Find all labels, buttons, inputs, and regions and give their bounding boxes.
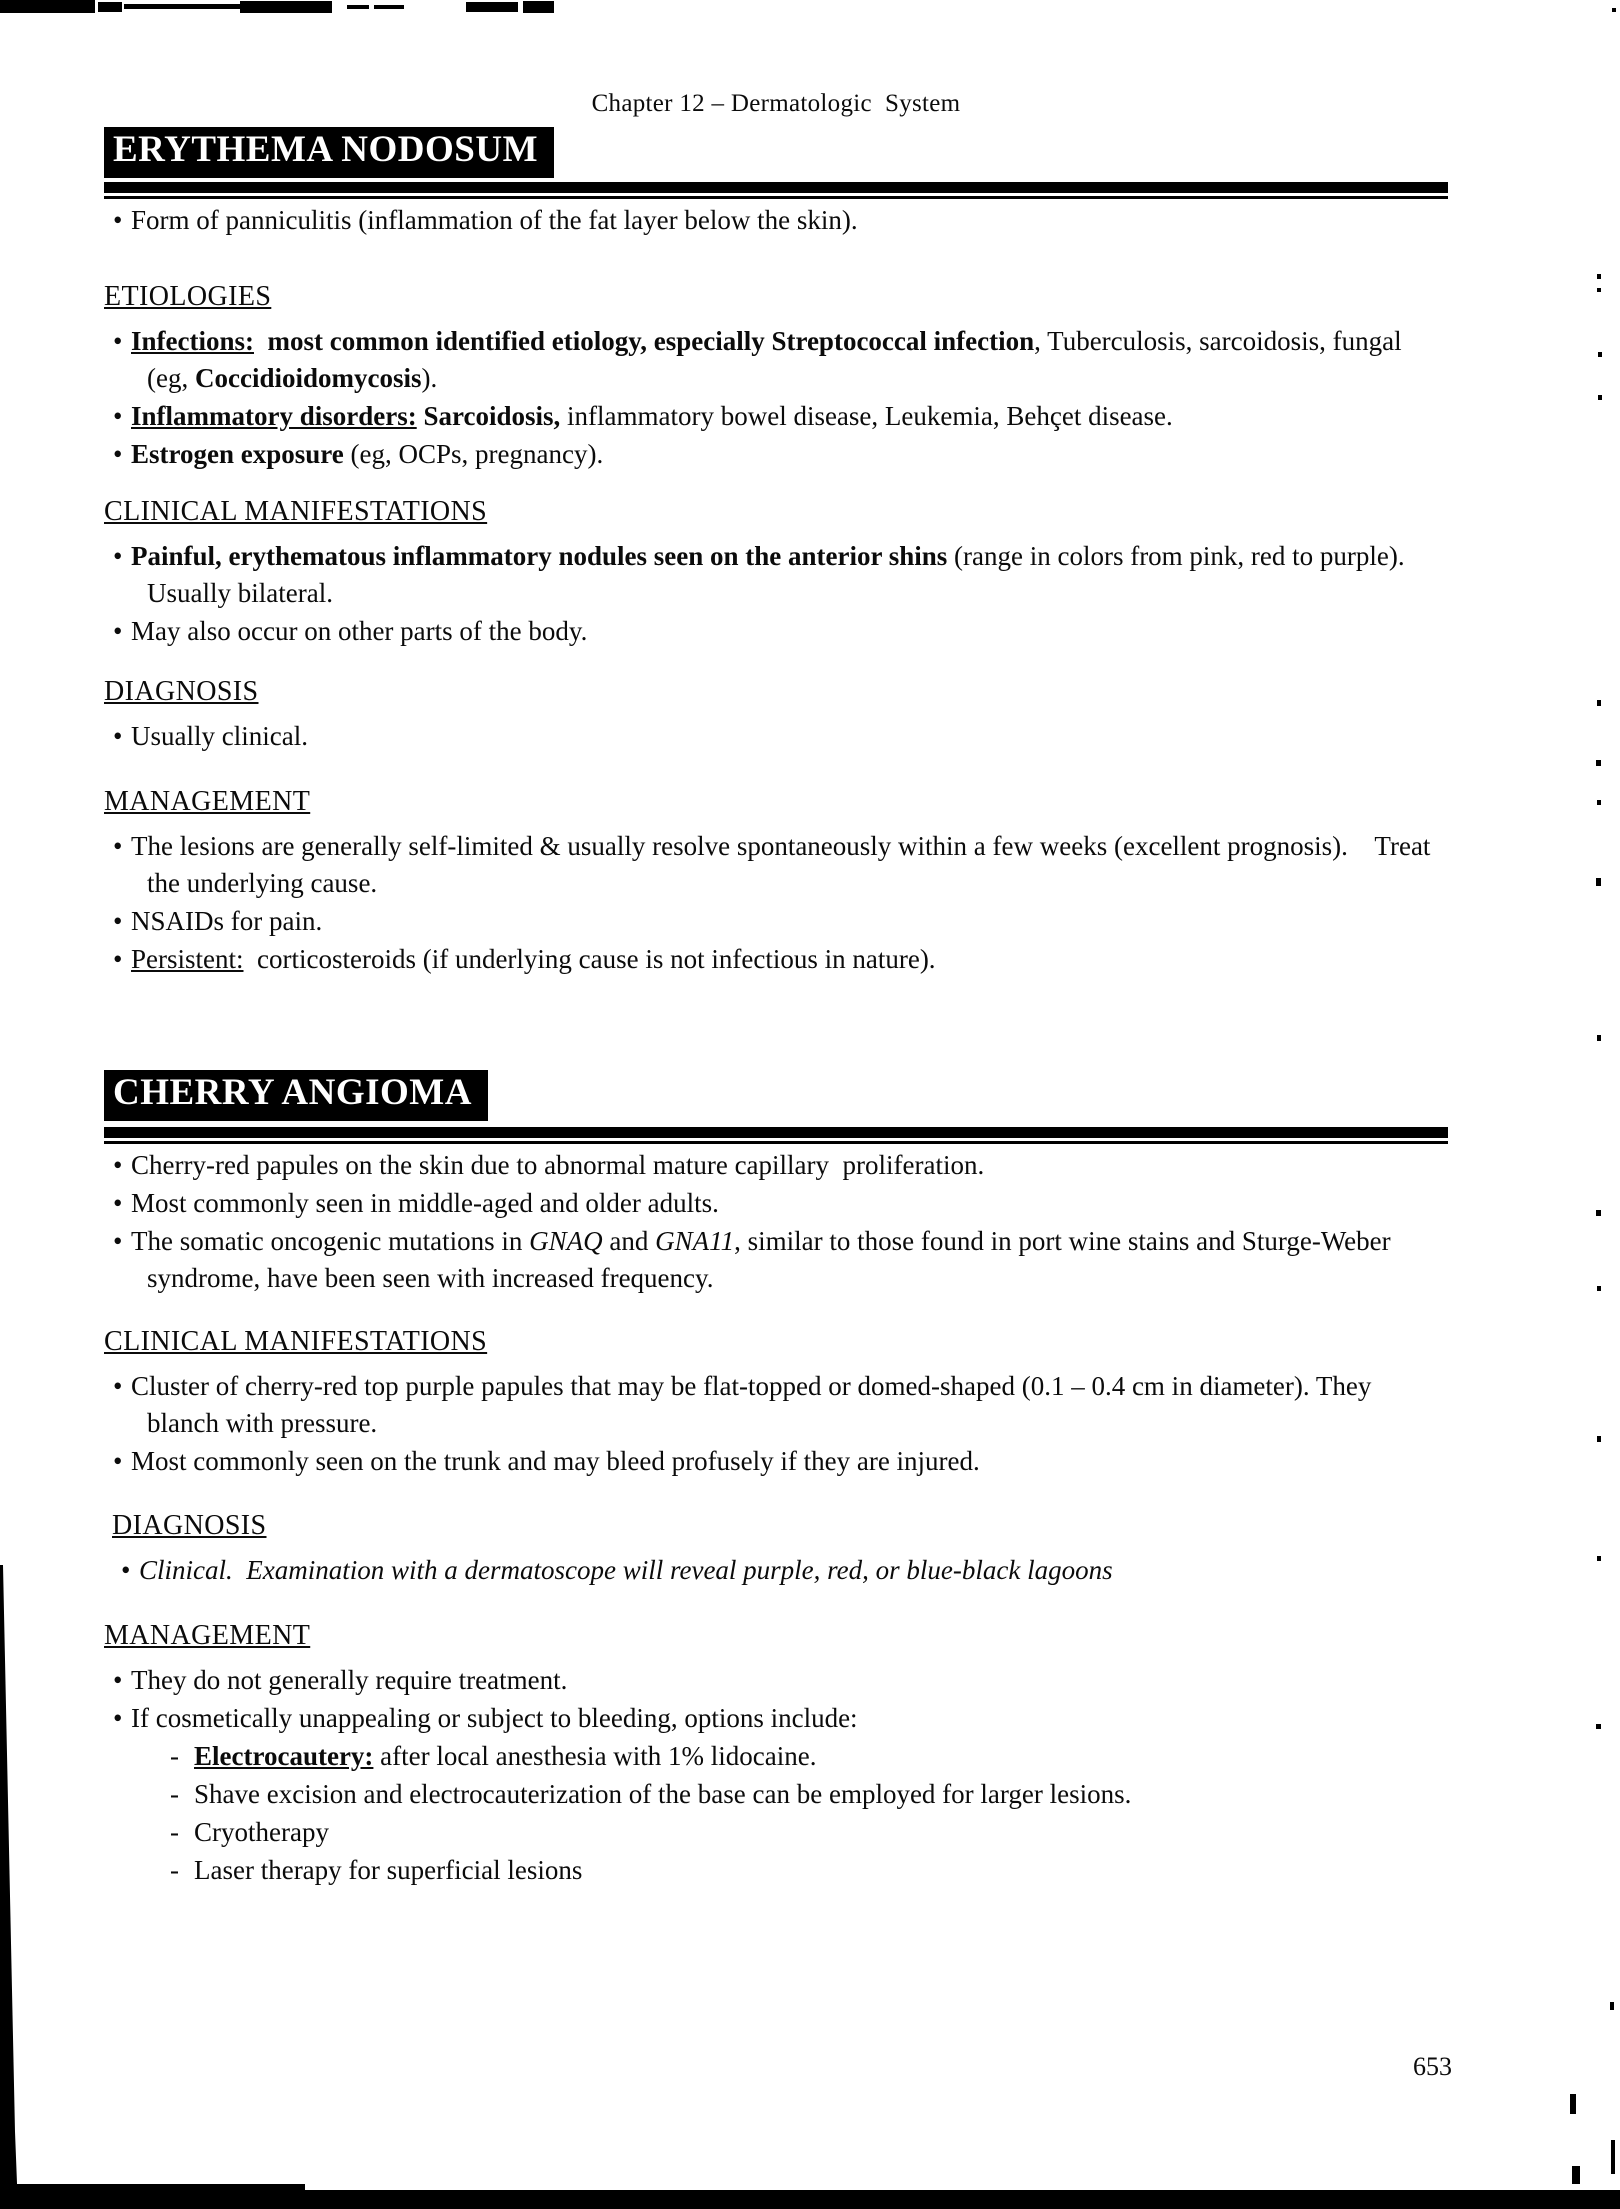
scan-artifact-top-bar bbox=[124, 4, 240, 9]
scan-speck bbox=[1598, 352, 1602, 357]
list-item-text: Shave excision and electrocauterization of the base can be employed for larger lesions. bbox=[194, 1779, 1132, 1809]
section-title-cherry-angioma bbox=[104, 1070, 488, 1121]
cherry-clinical-section bbox=[104, 1326, 1448, 1481]
scan-artifact-top-bar bbox=[240, 1, 332, 13]
sub-list-item bbox=[104, 1852, 1448, 1889]
sub-list-item bbox=[104, 1738, 1448, 1775]
scan-artifact-left-wedge bbox=[0, 1565, 18, 2209]
section-heading: MANAGEMENT bbox=[104, 1620, 311, 1651]
dash-bullet-icon: - bbox=[170, 1741, 179, 1771]
list-item-text: Most commonly seen in middle-aged and older adults. bbox=[131, 1188, 719, 1218]
list-item bbox=[104, 202, 1448, 239]
list-item-text: Infections: most common identified etiology, especially Streptococcal infection, Tuberculosis, sarcoidosis, fungal (eg, Coccidioidomycosis). bbox=[131, 326, 1409, 393]
list-item bbox=[112, 1552, 1456, 1589]
bullet-icon: • bbox=[113, 205, 123, 235]
scan-artifact-top-bar bbox=[0, 0, 95, 13]
bullet-icon: • bbox=[113, 1703, 123, 1733]
list-item bbox=[104, 903, 1448, 940]
section-heading: ETIOLOGIES bbox=[104, 281, 272, 312]
erythema-clinical-section bbox=[104, 496, 1448, 651]
sub-list-item bbox=[104, 1814, 1448, 1851]
list-item bbox=[104, 398, 1448, 435]
erythema-management-section bbox=[104, 786, 1448, 979]
scan-artifact-top-bar bbox=[98, 2, 122, 12]
bullet-icon: • bbox=[121, 1555, 131, 1585]
list-item-text: Estrogen exposure (eg, OCPs, pregnancy). bbox=[131, 439, 604, 469]
scan-speck bbox=[1610, 2002, 1614, 2010]
list-item bbox=[104, 613, 1448, 650]
scan-artifact-bottom-bar bbox=[0, 2190, 1620, 2209]
bullet-icon: • bbox=[113, 831, 123, 861]
scan-speck bbox=[1611, 2140, 1615, 2174]
scan-artifact-top-bar bbox=[523, 1, 554, 13]
list-item bbox=[104, 828, 1448, 902]
list-item-text: If cosmetically unappealing or subject to bleeding, options include: bbox=[131, 1703, 858, 1733]
list-item-text: The somatic oncogenic mutations in GNAQ and GNA11, similar to those found in port wine stains and Sturge-Weber syndrome, have been seen with increased frequency. bbox=[131, 1226, 1398, 1293]
list-item bbox=[104, 941, 1448, 978]
chapter-header: Chapter 12 – Dermatologic System bbox=[591, 90, 961, 117]
bullet-icon: • bbox=[113, 616, 123, 646]
list-item-text: Painful, erythematous inflammatory nodules seen on the anterior shins (range in colors from pink, red to purple). Usually bilateral. bbox=[131, 541, 1419, 608]
list-item-text: The lesions are generally self-limited & usually resolve spontaneously within a few weeks (excellent prognosis). Treat the underlying cause. bbox=[131, 831, 1438, 898]
list-item bbox=[104, 1662, 1448, 1699]
list-item-text: Persistent: corticosteroids (if underlying cause is not infectious in nature). bbox=[131, 944, 936, 974]
scan-speck bbox=[1597, 288, 1601, 292]
scan-speck bbox=[1597, 1556, 1601, 1561]
list-item bbox=[104, 1700, 1448, 1737]
section-rule bbox=[104, 182, 1448, 193]
list-item-text: Usually clinical. bbox=[131, 721, 308, 751]
section-heading: DIAGNOSIS bbox=[112, 1510, 267, 1541]
scan-speck bbox=[1596, 878, 1601, 886]
bullet-icon: • bbox=[113, 1188, 123, 1218]
cherry-management-section bbox=[104, 1620, 1448, 1890]
list-item bbox=[104, 323, 1448, 397]
cherry-diagnosis-section bbox=[112, 1510, 1456, 1590]
scan-speck bbox=[1570, 2094, 1576, 2114]
list-item-text: Inflammatory disorders: Sarcoidosis, inflammatory bowel disease, Leukemia, Behçet disease. bbox=[131, 401, 1173, 431]
scan-speck bbox=[1597, 1436, 1601, 1442]
list-item-text: They do not generally require treatment. bbox=[131, 1665, 568, 1695]
scan-speck bbox=[1597, 1035, 1601, 1041]
dash-bullet-icon: - bbox=[170, 1779, 179, 1809]
erythema-diagnosis-section bbox=[104, 676, 1448, 756]
term-label: Estrogen exposure bbox=[131, 439, 344, 469]
gene-name: GNAQ bbox=[529, 1226, 603, 1256]
sub-list-item bbox=[104, 1776, 1448, 1813]
list-item bbox=[104, 1368, 1448, 1442]
scan-artifact-top-dash bbox=[374, 5, 404, 9]
list-item-text: Form of panniculitis (inflammation of the fat layer below the skin). bbox=[131, 205, 858, 235]
section-title-erythema-nodosum bbox=[104, 127, 554, 178]
list-item-text: Most commonly seen on the trunk and may bleed profusely if they are injured. bbox=[131, 1446, 980, 1476]
section-rule-thin bbox=[104, 1141, 1448, 1144]
bullet-icon: • bbox=[113, 439, 123, 469]
bullet-icon: • bbox=[113, 1226, 123, 1256]
scan-speck bbox=[1596, 1210, 1601, 1216]
section-heading: CLINICAL MANIFESTATIONS bbox=[104, 1326, 488, 1357]
scan-speck bbox=[1597, 274, 1601, 279]
erythema-intro bbox=[104, 202, 1448, 240]
bullet-icon: • bbox=[113, 721, 123, 751]
list-item-text: Laser therapy for superficial lesions bbox=[194, 1855, 583, 1885]
bullet-icon: • bbox=[113, 1371, 123, 1401]
bullet-icon: • bbox=[113, 326, 123, 356]
term-label: Infections: bbox=[131, 326, 254, 356]
section-rule-thin bbox=[104, 196, 1448, 199]
bullet-icon: • bbox=[113, 1446, 123, 1476]
list-item bbox=[104, 1185, 1448, 1222]
list-item-text: Cherry-red papules on the skin due to abnormal mature capillary proliferation. bbox=[131, 1150, 985, 1180]
list-item-text: Clinical. Examination with a dermatoscope will reveal purple, red, or blue-black lagoons bbox=[139, 1555, 1113, 1585]
bullet-icon: • bbox=[113, 1665, 123, 1695]
section-heading: CLINICAL MANIFESTATIONS bbox=[104, 496, 488, 527]
cherry-intro bbox=[104, 1147, 1448, 1298]
dash-bullet-icon: - bbox=[170, 1855, 179, 1885]
scan-speck bbox=[1597, 1286, 1601, 1291]
term-label: Inflammatory disorders: bbox=[131, 401, 417, 431]
scan-speck bbox=[1597, 800, 1601, 805]
list-item-text: NSAIDs for pain. bbox=[131, 906, 323, 936]
list-item-text: Cluster of cherry-red top purple papules that may be flat-topped or domed-shaped (0.1 – 0.4 cm in diameter). They blanch with pressure. bbox=[131, 1371, 1379, 1438]
scan-speck bbox=[1612, 8, 1616, 12]
term-label: Persistent: bbox=[131, 944, 244, 974]
section-heading: MANAGEMENT bbox=[104, 786, 311, 817]
scan-artifact-bottom-bar-left bbox=[0, 2184, 305, 2192]
scan-speck bbox=[1598, 395, 1602, 400]
bullet-icon: • bbox=[113, 541, 123, 571]
page-number: 653 bbox=[1413, 2052, 1452, 2081]
list-item-text: May also occur on other parts of the body. bbox=[131, 616, 588, 646]
section-heading: DIAGNOSIS bbox=[104, 676, 259, 707]
scan-speck bbox=[1597, 700, 1601, 706]
bullet-icon: • bbox=[113, 906, 123, 936]
section-title-text: ERYTHEMA NODOSUM bbox=[104, 127, 554, 178]
bullet-icon: • bbox=[113, 944, 123, 974]
gene-name: GNA11 bbox=[655, 1226, 735, 1256]
scan-speck bbox=[1596, 1724, 1601, 1729]
bullet-icon: • bbox=[113, 401, 123, 431]
bullet-icon: • bbox=[113, 1150, 123, 1180]
term-label: Electrocautery: bbox=[194, 1741, 374, 1771]
list-item bbox=[104, 436, 1448, 473]
list-item bbox=[104, 1443, 1448, 1480]
list-item bbox=[104, 1223, 1448, 1297]
dash-bullet-icon: - bbox=[170, 1817, 179, 1847]
list-item-text: Cryotherapy bbox=[194, 1817, 329, 1847]
list-item bbox=[104, 718, 1448, 755]
scan-speck bbox=[1572, 2166, 1580, 2184]
section-rule bbox=[104, 1127, 1448, 1138]
erythema-etiologies-section bbox=[104, 281, 1448, 474]
scan-artifact-top-bar bbox=[466, 2, 518, 12]
scan-artifact-top-dash bbox=[347, 5, 369, 9]
section-title-text: CHERRY ANGIOMA bbox=[104, 1070, 488, 1121]
list-item-text: Electrocautery: after local anesthesia with 1% lidocaine. bbox=[194, 1741, 817, 1771]
list-item bbox=[104, 1147, 1448, 1184]
list-item bbox=[104, 538, 1448, 612]
scan-speck bbox=[1596, 760, 1601, 766]
